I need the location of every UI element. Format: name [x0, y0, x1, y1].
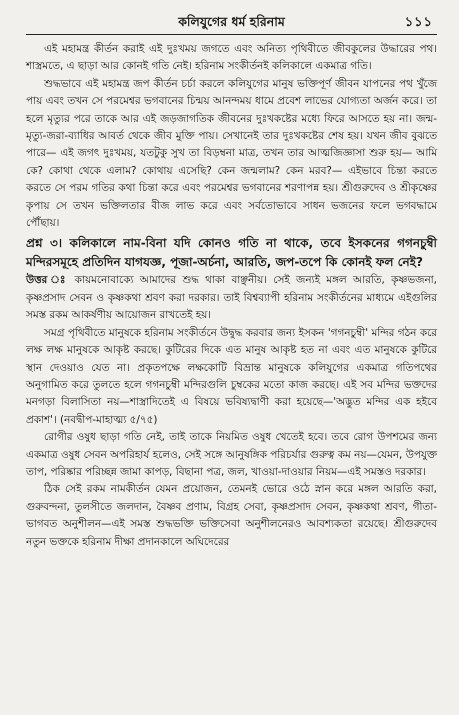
answer-label: উত্তর ঃ [26, 274, 69, 287]
page-header [26, 10, 437, 35]
page-number: ১১১ [404, 15, 433, 30]
paragraph-2: শুদ্ধভাবে এই মহামন্ত্র জপ কীর্তন চর্চা করলে কলিযুগের মানুষ ভক্তিপূর্ণ জীবন যাপনের পথ খুঁজে পায় এবং তখন সে পরমেশ্বর ভগবানের চিন্ময় আনন্দময় ধামে প্রবেশ লাভের যোগ্যতা অর্জন করে। তা হলে মৃত্যুর পরে তাকে আর এই জড়জাগতিক জীবনের দুঃখকষ্টের মধ্যে ফিরে আসতে হয় না। জন্ম-মৃত্যু-জরা-ব্যাধির আবর্ত থেকে জীব মুক্তি পায়। সেখানেই তার দুঃখকষ্টের শেষ হয়। যখন জীব বুঝতে পারে— এই জগৎ দুঃখময়, যতটুকু সুখ তা বিড়ম্বনা মাত্র, তখন তার আত্মজিজ্ঞাসা শুরু হয়— আমি কে? কোথা থেকে এলাম? কোথায় এসেছি? কেন জন্মলাম? কেন মরব?— এইভাবে চিন্তা করতে করতে সে পরম গতির কথা চিন্তা করে এবং পরমেশ্বর ভগবানের শরণাপন্ন হয়। শ্রীগুরুদেব ও শ্রীকৃষ্ণের কৃপায় সে তখন ভক্তিলতার বীজ লাভ করে এবং সর্বতোভাবে সাধন ভজনের ফলে ভগবদ্ধামে পৌঁছায়। [26, 77, 437, 230]
page-content [26, 41, 437, 551]
paragraph-4: রোগীর ওষুধ ছাড়া গতি নেই, তাই তাকে নিয়মিত ওষুধ খেতেই হবে। তবে রোগ উপশমের জন্য একমাত্র ওষুধ সেবন অপরিহার্য হলেও, সেই সঙ্গে আনুষঙ্গিক পরিচর্যার গুরুত্ব কম নয়—যেমন, উপযুক্ত তাপ, পরিষ্কার পরিচ্ছন্ন জামা কাপড়, বিছানা পত্র, জল, খাওয়া-দাওয়ার নিয়ম—এই সমস্তও দরকার। [26, 431, 437, 478]
running-title: কলিযুগের ধর্ম হরিনাম [178, 14, 285, 29]
answer-text: কায়মনোবাক্যে আমাদের শুদ্ধ থাকা বাঞ্ছনীয়। সেই জন্যই মঙ্গল আরতি, কৃষ্ণভজনা, কৃষ্ণপ্রসাদ সেবন ও কৃষ্ণকথা শ্রবণ করা দরকার। তাই বিশ্বব্যাপী হরিনাম সংকীর্তনের মাধ্যমে এইগুলির সমস্ত রকম আকর্ষণীয় আয়োজন রাখতেই হয়। [26, 274, 437, 322]
paragraph-1: এই মহামন্ত্র কীর্তন করাই এই দুঃখময় জগতে এবং অনিত্য পৃথিবীতে জীবকুলের উদ্ধারের পথ। শাস্ত্রমতে, এ ছাড়া আর কোনই গতি নেই। হরিনাম সংকীর্তনই কলিকালে একমাত্র গতি। [26, 43, 437, 73]
paragraph-3: সমগ্র পৃথিবীতে মানুষকে হরিনাম সংকীর্তনে উদ্বুদ্ধ করবার জন্য ইসকন 'গগনচুম্বী' মন্দির গঠন করে লক্ষ লক্ষ মানুষকে আকৃষ্ট করছে। কুটিরের দিকে এত মানুষ আকৃষ্ট হত না এবং এত মানুষকে কুটিরে স্থান দেওয়াও যেত না। প্রকৃতপক্ষে লক্ষকোটি বিভ্রান্ত মানুষকে কলিযুগের একমাত্র গতিপথের অনুগামিত করে তুলতে হলে গগনচুম্বী মন্দিরগুলি চুম্বকের মতো কাজ করছে। এই সব মন্দির ভক্তদের মনগড়া বিলাসিতা নয়—শাস্ত্রাদিতেই এ বিষয়ে ভবিষ্যদ্বাণী করা হয়েছে—'অদ্ভুত মন্দির এক হইবে প্রকাশ'। (নবদ্বীপ-মাহাত্ম্য ৫/৭৫) [26, 326, 437, 426]
paragraph-5: ঠিক সেই রকম নামকীর্তন যেমন প্রয়োজন, তেমনই ভোরে ওঠে স্নান করে মঙ্গল আরতি করা, গুরুবন্দনা, তুলসীতে জলদান, বৈষ্ণব প্রণাম, বিগ্রহ সেবা, কৃষ্ণপ্রসাদ সেবন, কৃষ্ণকথা শ্রবণ, গীতা-ভাগবত অনুশীলন—এই সমস্ত শুদ্ধভক্তি ভক্তিসেবা অনুশীলনেরও আবশ্যকতা রয়েছে। শ্রীগুরুদেব নতুন ভক্তকে হরিনাম দীক্ষা প্রদানকালে অঘিদেরের [26, 483, 437, 548]
answer-paragraph [26, 272, 437, 324]
question-3: প্রশ্ন ৩। কলিকালে নাম-বিনা যদি কোনও গতি না থাকে, তবে ইসকনের গগনচুম্বী মন্দিরসমূহে প্রতিদিন যাগযজ্ঞ, পূজা-অর্চনা, আরতি, জপ-তপে কি কোনই ফল নেই? [26, 236, 437, 270]
